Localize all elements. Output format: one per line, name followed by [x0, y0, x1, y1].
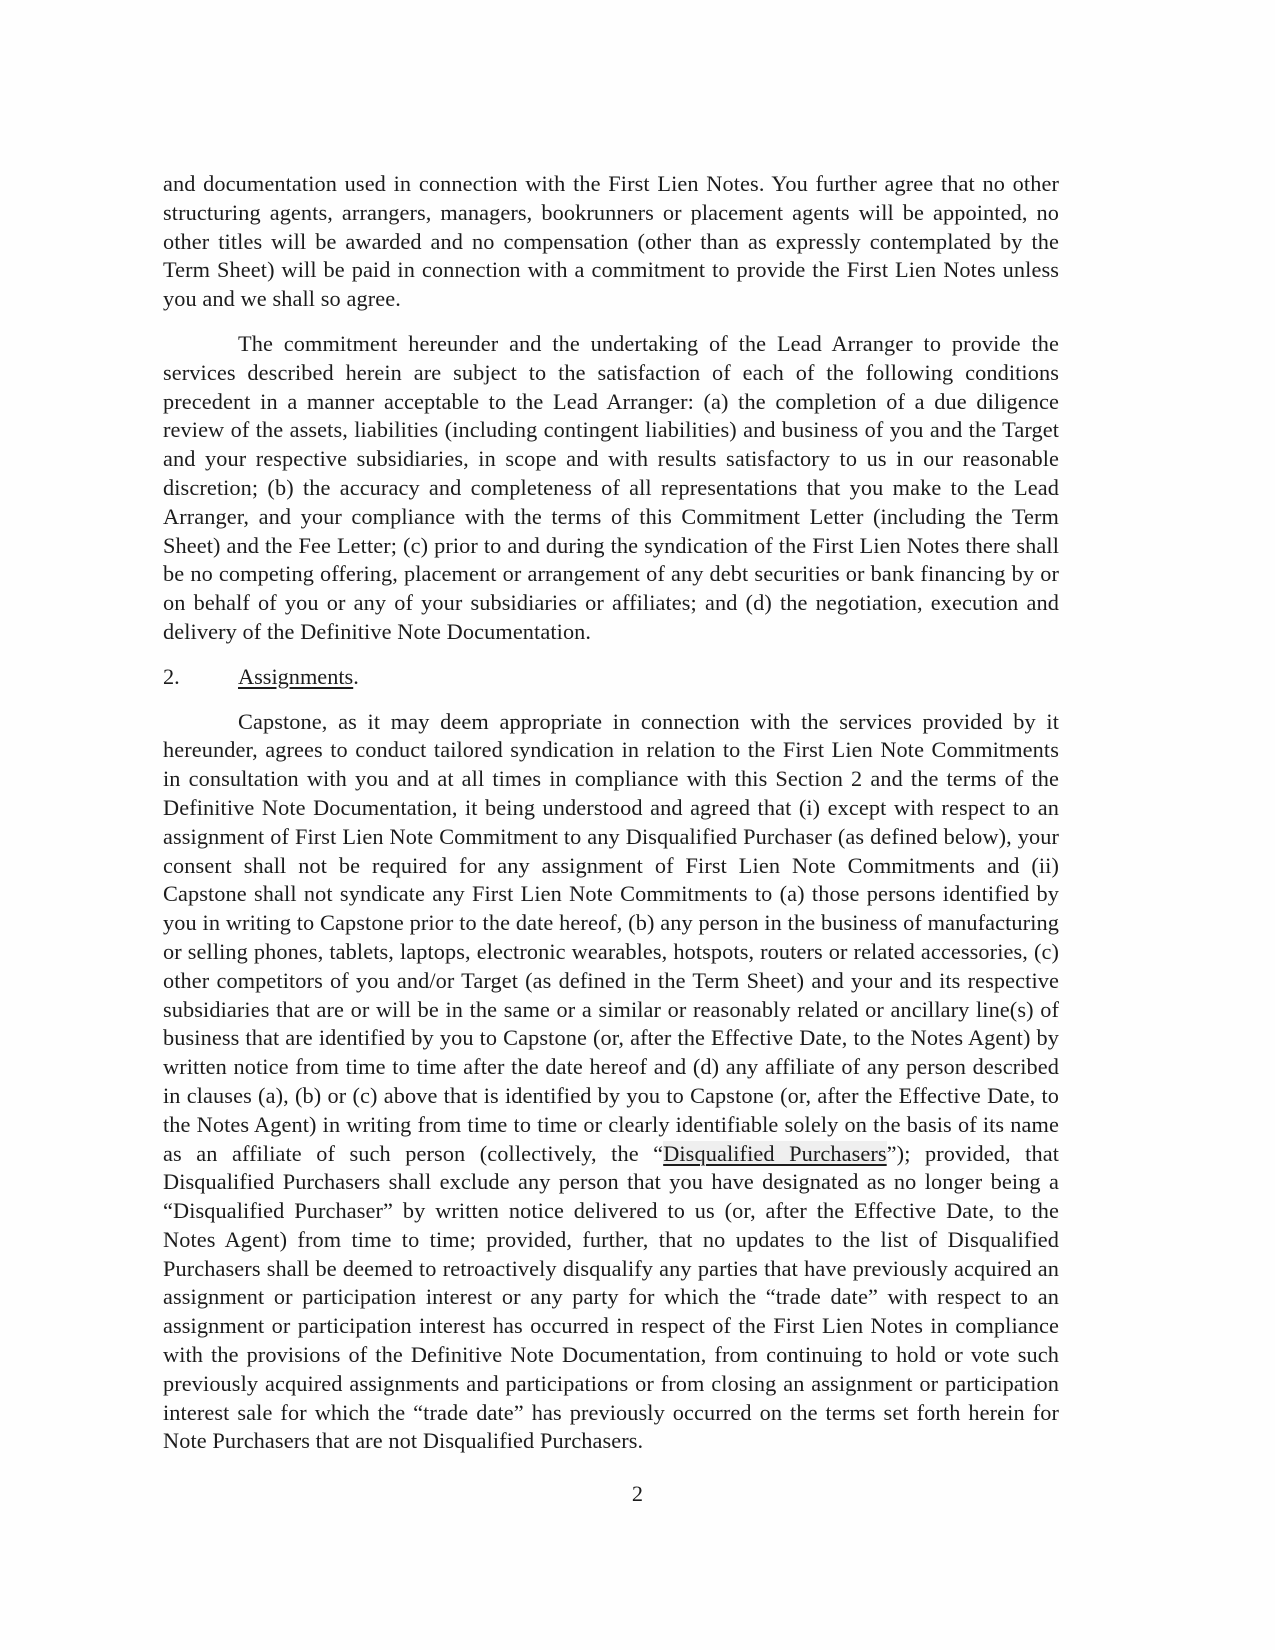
paragraph-assignments-body	[163, 708, 1059, 1457]
section-heading-assignments	[163, 663, 1059, 692]
section-title-period: .	[353, 663, 359, 689]
document-body	[163, 170, 1059, 1472]
assignments-text-before-term: Capstone, as it may deem appropriate in connection with the services provided by it hereunder, agrees to conduct tailored syndication in relation to the First Lien Note Commitments in consultation with you and at all times in compliance with this Section 2 and the terms of the Definitive Note Documentation, it being understood and agreed that (i) except with respect to an assignment of First Lien Note Commitment to any Disqualified Purchaser (as defined below), your consent shall not be required for any assignment of First Lien Note Commitments and (ii) Capstone shall not syndicate any First Lien Note Commitments to (a) those persons identified by you in writing to Capstone prior to the date hereof, (b) any person in the business of manufacturing or selling phones, tablets, laptops, electronic wearables, hotspots, routers or related accessories, (c) other competitors of you and/or Target (as defined in the Term Sheet) and your and its respective subsidiaries that are or will be in the same or a similar or reasonably related or ancillary line(s) of business that are identified by you to Capstone (or, after the Effective Date, to the Notes Agent) by written notice from time to time after the date hereof and (d) any affiliate of any person described in clauses (a), (b) or (c) above that is identified by you to Capstone (or, after the Effective Date, to the Notes Agent) in writing from time to time or clearly identifiable solely on the basis of its name as an affiliate of such person (collectively, the “	[163, 708, 1059, 1166]
assignments-text-after-term: ”); provided, that Disqualified Purchasers shall exclude any person that you have designated as no longer being a “Disqualified Purchaser” by written notice delivered to us (or, after the Effective Date, to the Notes Agent) from time to time; provided, further, that no updates to the list of Disqualified Purchasers shall be deemed to retroactively disqualify any parties that have previously acquired an assignment or participation interest or any party for which the “trade date” with respect to an assignment or participation interest has occurred in respect of the First Lien Notes in compliance with the provisions of the Definitive Note Documentation, from continuing to hold or vote such previously acquired assignments and participations or from closing an assignment or participation interest sale for which the “trade date” has previously occurred on the terms set forth herein for Note Purchasers that are not Disqualified Purchasers.	[163, 1140, 1059, 1454]
page-number: 2	[631, 1481, 644, 1506]
defined-term-disqualified-purchasers: Disqualified Purchasers	[663, 1140, 887, 1166]
paragraph-continuation: and documentation used in connection with the First Lien Notes. You further agree that no other structuring agents, arrangers, managers, bookrunners or placement agents will be appointed, no other titles will be awarded and no compensation (other than as expressly contemplated by the Term Sheet) will be paid in connection with a commitment to provide the First Lien Notes unless you and we shall so agree.	[163, 171, 1059, 312]
section-number: 2.	[163, 663, 180, 689]
paragraph-conditions-precedent: The commitment hereunder and the undertaking of the Lead Arranger to provide the services described herein are subject to the satisfaction of each of the following conditions precedent in a manner acceptable to the Lead Arranger: (a) the completion of a due diligence review of the assets, liabilities (including contingent liabilities) and business of you and the Target and your respective subsidiaries, in scope and with results satisfactory to us in our reasonable discretion; (b) the accuracy and completeness of all representations that you make to the Lead Arranger, and your compliance with the terms of this Commitment Letter (including the Term Sheet) and the Fee Letter; (c) prior to and during the syndication of the First Lien Notes there shall be no competing offering, placement or arrangement of any debt securities or bank financing by or on behalf of you or any of your subsidiaries or affiliates; and (d) the negotiation, execution and delivery of the Definitive Note Documentation.	[163, 330, 1059, 644]
section-title: Assignments	[238, 663, 354, 689]
